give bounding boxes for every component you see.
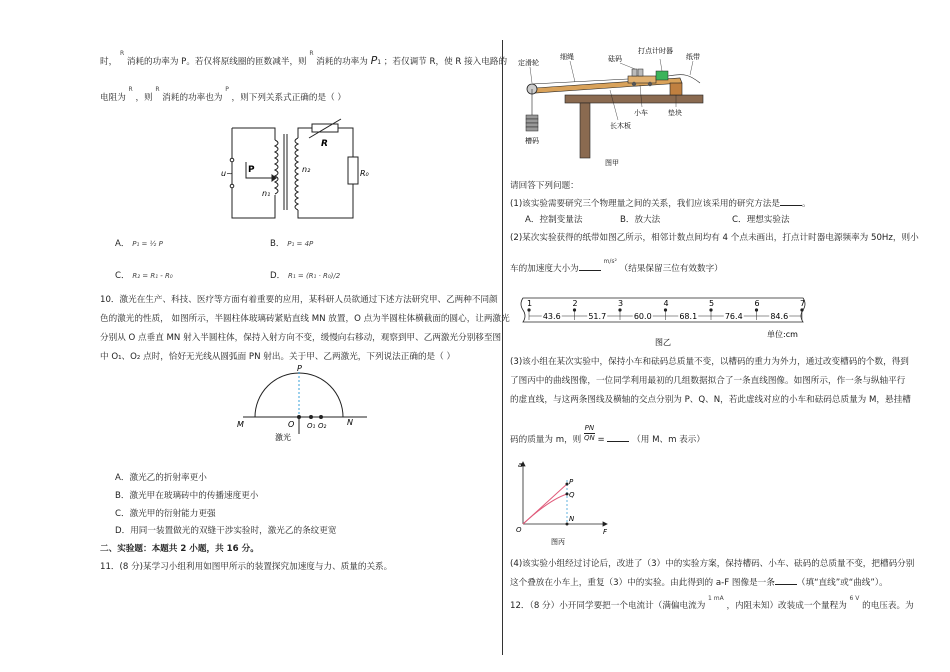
label-pulley: 定滑轮	[518, 59, 539, 67]
q11-part3-line3: 的虚直线，与这两条图线及横轴的交点分别为 P、Q、N，若此虚线对应的小车和砝码总质量为 M，悬挂槽	[510, 395, 911, 405]
q11-part3-line2: 了图丙中的曲线图像，一位同学利用最初的几组数据拟合了一条直线图像。如图所示，作一条与纵轴平行	[510, 376, 906, 386]
q12-line1: 12．（8 分）小开同学要把一个电流计（满偏电流为 $^{1 mA}$ ，内阻未知）改装成一个量程为 $^{6 V}$ 的电压表。为	[510, 595, 914, 611]
label-P: P	[248, 165, 255, 175]
tape-point-label: 7	[800, 299, 806, 308]
q11-part1-option-b[interactable]: B．放大法	[620, 215, 661, 225]
label-timer: 打点计时器	[638, 47, 673, 55]
label-O1: O₁	[307, 422, 316, 430]
label-a: a	[518, 461, 523, 469]
tape-point-label: 5	[709, 299, 715, 308]
tape-unit-label: 单位:cm	[767, 330, 798, 339]
q10-option-b[interactable]: B．激光甲在玻璃砖中的传播速度更小	[115, 491, 259, 501]
q11-part2-line2: 车的加速度大小为 $^{m/s^2}$ （结果保留三位有效数字）	[510, 258, 723, 274]
column-divider	[502, 40, 503, 655]
q11-part4-line2: 这个叠放在小车上，重复（3）中的实验。由此得到的 a-F 图像是一条 （填“直线”或“曲线”）。	[510, 578, 888, 588]
semicircle-optics-diagram	[235, 364, 375, 446]
answer-blank-2[interactable]	[579, 262, 601, 271]
q11-part1: (1)该实验需要研究三个物理量之间的关系，我们应该采用的研究方法是 。	[510, 199, 811, 209]
label-R: R	[321, 139, 328, 149]
label-N: N	[569, 515, 575, 523]
answer-blank-3[interactable]	[607, 433, 629, 442]
label-block: 垫块	[668, 109, 682, 117]
q9-option-b[interactable]: B． P₁ = 4P	[270, 239, 314, 249]
label-tape: 纸带	[686, 53, 700, 61]
label-weight: 砝码	[608, 55, 622, 63]
q11-part2-line1: (2)某次实验获得的纸带如图乙所示，相邻计数点间均有 4 个点未画出，打点计时器电源频率为 50Hz，则小	[510, 233, 919, 243]
q10-option-d[interactable]: D．用同一装置做光的双缝干涉实验时，激光乙的条纹更宽	[115, 526, 337, 536]
label-P: P	[569, 478, 574, 486]
tape-strip-diagram	[515, 290, 810, 348]
tape-point-label: 3	[618, 299, 624, 308]
q11-part4-line1: (4)该实验小组经过讨论后，改进了（3）中的实验方案，保持槽码、小车、砝码的总质量不变，把槽码分别	[510, 559, 915, 569]
tape-point-label: 1	[527, 299, 533, 308]
label-board: 长木板	[610, 122, 631, 130]
fraction: $\frac{PN}{QN}$	[584, 424, 595, 442]
label-laser: 激光	[275, 433, 291, 442]
tape-gap-label: 60.0	[633, 312, 652, 321]
q11-part3-line4: 码的质量为 m，则 $\frac{PN}{QN}$ = （用 M、m 表示）	[510, 424, 705, 445]
a-F-graph	[515, 460, 615, 548]
questions-intro: 请回答下列问题：	[510, 181, 579, 191]
label-F: F	[603, 528, 608, 536]
label-O: O	[516, 526, 522, 534]
q11-part1-option-a[interactable]: A．控制变量法	[525, 215, 583, 225]
tape-gap-label: 68.1	[679, 312, 698, 321]
label-n2: n₂	[302, 165, 311, 174]
q11-intro: 11．(8 分)某学习小组利用如图甲所示的装置探究加速度与力、质量的关系。	[100, 562, 393, 572]
label-u: u~	[221, 169, 233, 178]
q9-line2: 电阻为 $^R$ ，则 $^R$ 消耗的功率也为 $^P$ ，则下列关系式正确的是（ ）	[100, 86, 346, 103]
figure-caption-c: 图丙	[551, 538, 565, 546]
answer-blank-4[interactable]	[775, 576, 797, 585]
tape-point-label: 6	[754, 299, 760, 308]
label-Q: Q	[569, 491, 575, 499]
figure-caption-b: 图乙	[655, 338, 671, 347]
q11-part1-option-c[interactable]: C．理想实验法	[732, 215, 790, 225]
q11-part3-line1: (3)该小组在某次实验中，保持小车和砝码总质量不变，以槽码的重力为外力，通过改变槽码的个数，得到	[510, 357, 909, 367]
tape-gap-label: 51.7	[588, 312, 607, 321]
q9-option-c[interactable]: C． R₂ = R₁ - R₀	[115, 271, 173, 281]
q9-option-a[interactable]: A． P₁ = ½ P	[115, 239, 163, 249]
label-rope: 细绳	[560, 53, 574, 61]
label-R0: R₀	[360, 169, 369, 178]
answer-blank-1[interactable]	[780, 197, 802, 206]
label-N: N	[347, 418, 353, 427]
label-cart: 小车	[634, 109, 648, 117]
tape-gap-label: 43.6	[542, 312, 561, 321]
label-n1: n₁	[262, 189, 271, 198]
tape-point-label: 4	[663, 299, 669, 308]
label-P: P	[297, 364, 302, 373]
tape-gap-label: 76.4	[724, 312, 743, 321]
q9-line1: 时， $^R$ 消耗的功率为 P。若仅将原线圈的匝数减半，则 $^R$ 消耗的功率为 P1 ；若仅调节 R，使 R 接入电路的	[100, 50, 508, 67]
figure-caption-a: 图甲	[605, 159, 619, 167]
q10-option-a[interactable]: A．激光乙的折射率更小	[115, 473, 207, 483]
q10-line2: 色的激光的性质， 如图所示，半圆柱体玻璃砖紧贴直线 MN 放置，O 点为半圆柱体横截面的圆心，让两激光	[100, 314, 510, 324]
apparatus-diagram	[510, 45, 710, 170]
q10-line1: 10．激光在生产、科技、医疗等方面有着重要的应用，某科研人员欲通过下述方法研究甲、乙两种不同颜	[100, 295, 498, 305]
label-O2: O₂	[318, 422, 327, 430]
tape-point-label: 2	[572, 299, 578, 308]
q10-line3: 分别从 O 点垂直 MN 射入半圆柱体，保持入射方向不变，缓慢向右移动，观察到甲、乙两激光分别移至图	[100, 333, 502, 343]
q10-line4: 中 O₁、O₂ 点时，恰好无光线从圆弧面 PN 射出。关于甲、乙两激光，下列说法正确的是（ ）	[100, 352, 456, 362]
section-heading: 二、实验题：本题共 2 小题，共 16 分。	[100, 544, 259, 554]
label-O: O	[288, 420, 295, 429]
q10-option-c[interactable]: C．激光甲的衍射能力更强	[115, 509, 216, 519]
q9-option-d[interactable]: D． R₁ = (R₁ · R₀)/2	[270, 271, 341, 281]
label-M: M	[237, 420, 244, 429]
transformer-circuit-diagram	[220, 120, 369, 222]
label-bucket: 槽码	[525, 137, 539, 145]
tape-gap-label: 84.6	[770, 312, 789, 321]
